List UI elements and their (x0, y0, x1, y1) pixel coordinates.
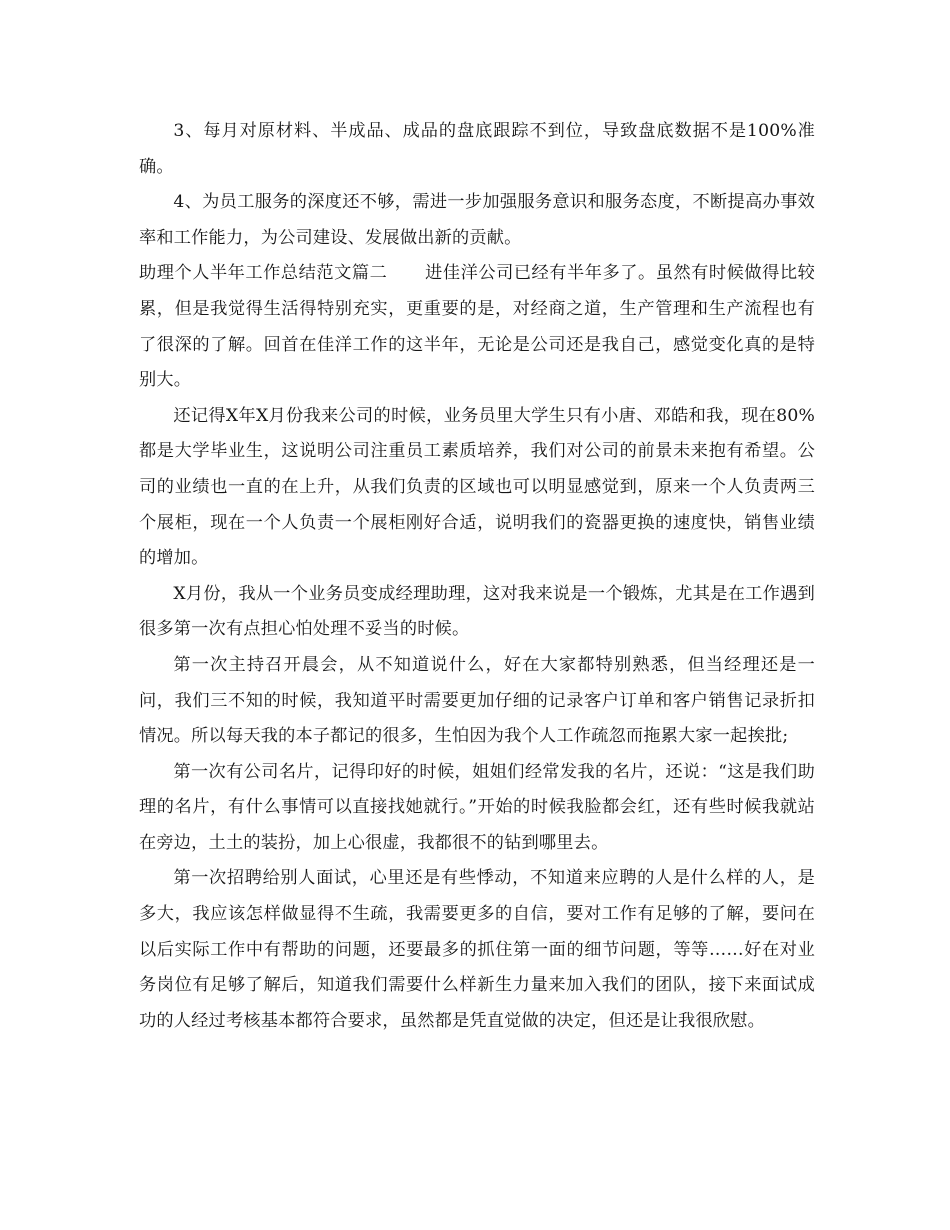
paragraph-business-card: 第一次有公司名片，记得印好的时候，姐姐们经常发我的名片，还说：“这是我们助理的名片，有什么事情可以直接找她就行。”开始的时候我脸都会红，还有些时候我就站在旁边，土土的装扮，加上心很虚，我都很不的钻到哪里去。 (139, 761, 815, 853)
paragraph-memory: 还记得X年X月份我来公司的时候，业务员里大学生只有小唐、邓皓和我，现在80%都是大学毕业生，这说明公司注重员工素质培养，我们对公司的前景未来抱有希望。公司的业绩也一直的在上升，从我们负责的区域也可以明显感觉到，原来一个人负责两三个展柜，现在一个人负责一个展柜刚好合适，说明我们的瓷器更换的速度快，销售业绩的增加。 (139, 405, 815, 569)
section-paragraph (139, 256, 815, 398)
paragraph-interview: 第一次招聘给别人面试，心里还是有些悸动，不知道来应聘的人是什么样的人，是多大，我应该怎样做显得不生疏，我需要更多的自信，要对工作有足够的了解，要问在以后实际工作中有帮助的问题，还要最多的抓住第一面的细节问题，等等……好在对业务岗位有足够了解后，知道我们需要什么样新生力量来加入我们的团队，接下来面试成功的人经过考核基本都符合要求，虽然都是凭直觉做的决定，但还是让我很欣慰。 (139, 868, 815, 1031)
document-body (139, 114, 815, 1039)
paragraph-item-4: 4、为员工服务的深度还不够，需进一步加强服务意识和服务态度，不断提高办事效率和工作能力，为公司建设、发展做出新的贡献。 (139, 192, 815, 248)
paragraph-morning-meeting: 第一次主持召开晨会，从不知道说什么，好在大家都特别熟悉，但当经理还是一问，我们三不知的时候，我知道平时需要更加仔细的记录客户订单和客户销售记录折扣情况。所以每天我的本子都记的很多，生怕因为我个人工作疏忽而拖累大家一起挨批; (139, 654, 815, 747)
section-heading: 助理个人半年工作总结范文篇二 (139, 263, 388, 284)
paragraph-promotion: X月份，我从一个业务员变成经理助理，这对我来说是一个锻炼，尤其是在工作遇到很多第一次有点担心怕处理不妥当的时候。 (139, 583, 815, 640)
paragraph-item-3: 3、每月对原材料、半成品、成品的盘底跟踪不到位，导致盘底数据不是100%准确。 (139, 121, 815, 177)
section-intro-text: 进佳洋公司已经有半年多了。虽然有时候做得比较累，但是我觉得生活得特别充实，更重要的是，对经商之道，生产管理和生产流程也有了很深的了解。回首在佳洋工作的这半年，无论是公司还是我自己，感觉变化真的是特别大。 (139, 263, 815, 391)
